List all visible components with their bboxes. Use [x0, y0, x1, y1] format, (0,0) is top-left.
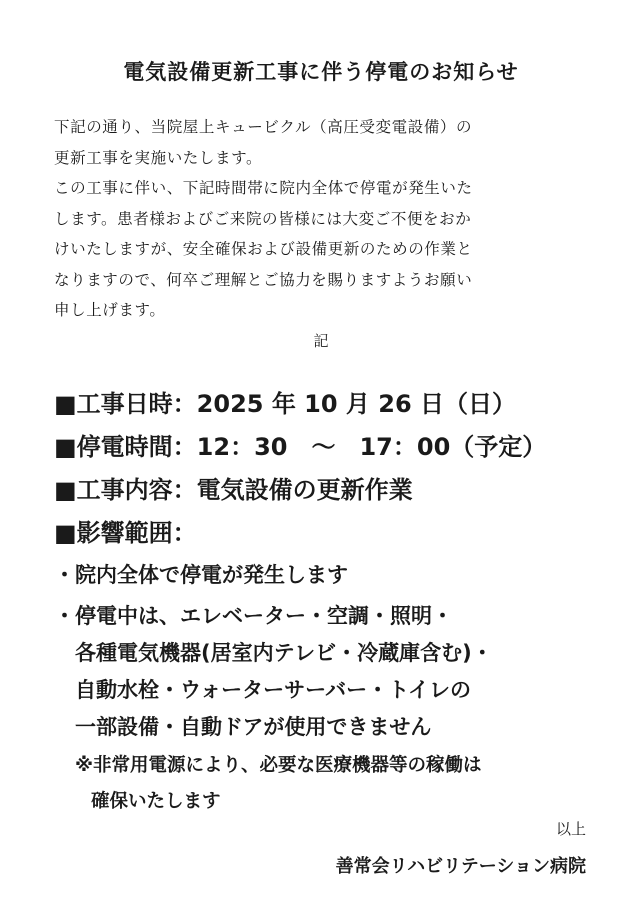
work-date: ■工事日時：2025 年 10 月 26 日（日）: [54, 390, 517, 418]
intro-line: 更新工事を実施いたします。: [54, 148, 263, 167]
intro-line: 申し上げます。: [54, 301, 166, 319]
emergency-power-note-continued: 確保いたします: [91, 791, 221, 812]
impact-item-continued: 一部設備・自動ドアが使用できません: [75, 715, 432, 739]
impact-scope-heading: ■影響範囲：: [54, 519, 197, 547]
intro-line: この工事に伴い、下記時間帯に院内全体で停電が発生いた: [54, 179, 473, 197]
closing-mark: 以上: [555, 820, 586, 838]
outage-time: ■停電時間：12：30 ～ 17：00（予定）: [54, 433, 547, 461]
intro-line: 下記の通り、当院屋上キュービクル（高圧受変電設備）の: [54, 118, 473, 136]
intro-line: けいたしますが、安全確保および設備更新のための作業と: [54, 240, 473, 258]
emergency-power-note: ※非常用電源により、必要な医療機器等の稼働は: [75, 755, 482, 776]
intro-paragraph: [54, 112, 594, 326]
impact-list: [54, 557, 614, 818]
impact-item: ・停電中は、エレベーター・空調・照明・: [54, 604, 453, 628]
notice-title: 電気設備更新工事に伴う停電のお知らせ: [123, 60, 519, 84]
hospital-name: 善常会リハビリテーション病院: [335, 856, 586, 877]
impact-item-continued: 各種電気機器(居室内テレビ・冷蔵庫含む)・: [75, 641, 493, 665]
ki-heading: 記: [313, 332, 329, 350]
impact-item-continued: 自動水栓・ウォーターサーバー・トイレの: [75, 678, 472, 702]
impact-item: ・院内全体で停電が発生します: [54, 563, 348, 587]
intro-line: します。患者様およびご来院の皆様には大変ご不便をおか: [54, 209, 472, 228]
work-content: ■工事内容：電気設備の更新作業: [54, 476, 413, 504]
details-section: [54, 384, 614, 818]
intro-line: なりますので、何卒ご理解とご協力を賜りますようお願い: [54, 270, 473, 289]
